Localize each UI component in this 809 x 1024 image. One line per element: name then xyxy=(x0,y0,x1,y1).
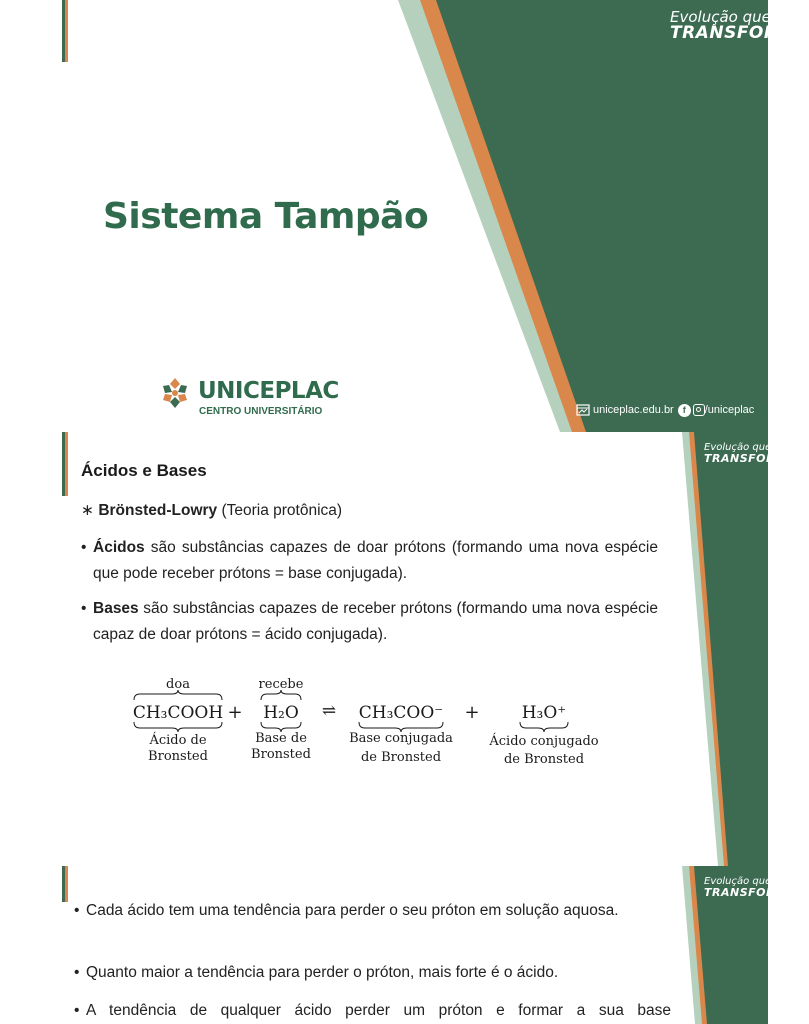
logo-subtitle: CENTRO UNIVERSITÁRIO xyxy=(199,406,323,417)
acids-bases-slide xyxy=(0,432,796,866)
footer-contact xyxy=(576,403,754,417)
plus-sign: + xyxy=(464,702,480,723)
tagline-line2: TRANSFORMA xyxy=(704,886,796,899)
bullet: • xyxy=(74,902,80,919)
tagline-line1: Evolução que xyxy=(704,876,772,887)
base-label-line2: Bronsted xyxy=(251,747,311,762)
facebook-icon[interactable]: f xyxy=(678,404,691,417)
instagram-icon[interactable] xyxy=(693,404,705,416)
acid-label-line2: Bronsted xyxy=(148,749,208,764)
bullet: • xyxy=(81,600,87,617)
tagline xyxy=(704,443,795,464)
water-formula: H₂O xyxy=(263,703,299,723)
item-text: Cada ácido tem uma tendência para perder o seu próton em solução aquosa. xyxy=(86,902,619,919)
section-heading: Ácidos e Bases xyxy=(81,461,207,480)
title-slide xyxy=(0,0,809,432)
list-item xyxy=(74,998,671,1024)
label-recebe: recebe xyxy=(258,677,304,692)
equilibrium-arrow: ⇌ xyxy=(321,701,337,721)
acids-term: Ácidos xyxy=(93,539,145,556)
logo-name: UNICEPLAC xyxy=(198,378,339,404)
tagline-line1: Evolução que xyxy=(670,8,771,26)
conjugate-acid-label-line2: de Bronsted xyxy=(503,752,585,767)
accent-bar xyxy=(62,432,68,496)
tagline xyxy=(704,877,795,898)
uniceplac-flower-icon xyxy=(160,376,190,410)
conjugate-base-label-line1: Base conjugada xyxy=(349,731,453,746)
bullet: • xyxy=(74,964,80,981)
tagline-line2: TRANSFORMA xyxy=(704,452,796,465)
web-icon xyxy=(576,403,590,417)
acids-definition: são substâncias capazes de doar prótons (formando uma nova espécie que pode receber prótons = base conjugada). xyxy=(93,539,658,582)
tagline-line1: Evolução que xyxy=(704,442,772,453)
star-bullet: ∗ xyxy=(81,502,94,519)
conjugate-acid-label-line1: Ácido conjugado xyxy=(489,734,599,749)
tagline xyxy=(670,10,809,42)
acids-item xyxy=(81,535,658,587)
theory-line xyxy=(81,498,342,524)
list-item xyxy=(74,960,671,986)
acid-label-line1: Ácido de xyxy=(149,733,207,748)
theory-description: (Teoria protônica) xyxy=(217,502,343,519)
website-link[interactable]: uniceplac.edu.br xyxy=(593,404,674,416)
list-item xyxy=(74,898,671,924)
accent-bar xyxy=(62,866,68,902)
conjugate-base-formula: CH₃COO⁻ xyxy=(358,703,444,723)
accent-bar xyxy=(62,0,68,62)
bases-item xyxy=(81,596,658,648)
plus-sign: + xyxy=(227,702,243,723)
bullet: • xyxy=(81,539,87,556)
conjugate-base-label-line2: de Bronsted xyxy=(360,750,442,765)
acid-strength-slide xyxy=(0,866,796,1024)
page-title: Sistema Tampão xyxy=(103,196,429,237)
bases-term: Bases xyxy=(93,600,139,617)
label-doa: doa xyxy=(166,677,190,692)
acid-base-equation xyxy=(130,674,610,774)
social-handle[interactable]: /uniceplac xyxy=(704,404,755,416)
theory-name: Brönsted-Lowry xyxy=(98,502,218,519)
tagline-line2: TRANSFORMA xyxy=(670,23,809,43)
hydronium-formula: H₃O⁺ xyxy=(521,703,567,723)
bases-definition: são substâncias capazes de receber prótons (formando uma nova espécie capaz de doar prótons = ácido conjugada). xyxy=(93,600,658,643)
bullet: • xyxy=(74,1002,80,1019)
item-text: A tendência de qualquer ácido perder um próton e formar a sua base xyxy=(86,1002,671,1019)
acid-formula: CH₃COOH xyxy=(132,703,224,723)
item-text: Quanto maior a tendência para perder o próton, mais forte é o ácido. xyxy=(86,964,559,981)
base-label-line1: Base de xyxy=(255,731,307,746)
